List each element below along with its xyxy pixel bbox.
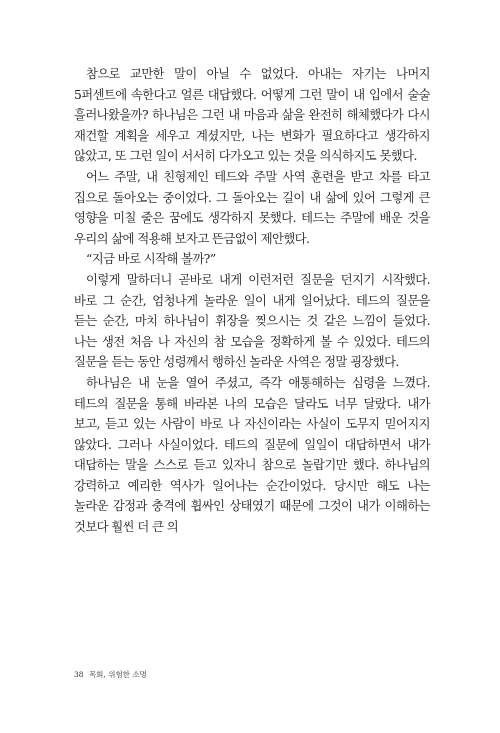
paragraph-1: 참으로 교만한 말이 아닐 수 없었다. 아내는 자기는 나머지 5퍼센트에 속한다고 얼른 대답했다. 어떻게 그런 말이 내 입에서 술술 흘러나왔을까? 하나님은 그런 내 마음과 삶을 완전히 해체했다가 다시 재건할 계획을 세우고 계셨지만, 나는 변화가 필요하다고 생각하지 않았고, 또 그런 일이 서서히 다가오고 있는 것을 의식하지도 못했다.: [74, 67, 430, 164]
paragraph-3-quote: “지금 바로 시작해 볼까?”: [86, 252, 216, 267]
paragraph-2: 어느 주말, 내 친형제인 테드와 주말 사역 훈련을 받고 차를 타고 집으로 돌아오는 중이었다. 그 돌아오는 길이 내 삶에 있어 그렇게 큰 영향을 미칠 줄은 꿈에도 생각하지 못했다. 테드는 주말에 배운 것을 우리의 삶에 적용해 보자고 뜬금없이 제안했다.: [74, 169, 430, 246]
running-title: 목회, 위험한 소명: [88, 670, 147, 679]
body-text: [74, 64, 430, 538]
paragraph-4: 이렇게 말하더니 곧바로 내게 이런저런 질문을 던지기 시작했다. 바로 그 순간, 엄청나게 놀라운 일이 내게 일어났다. 테드의 질문을 듣는 순간, 마치 하나님이 휘장을 찢으시는 것 같은 느낌이 들었다. 나는 생전 처음 나 자신의 참 모습을 정확하게 볼 수 있었다. 테드의 질문을 듣는 동안 성령께서 행하신 놀라운 사역은 정말 굉장했다.: [74, 272, 430, 370]
page-number: 38: [74, 670, 84, 679]
page-footer: [74, 669, 147, 680]
paragraph-5: 하나님은 내 눈을 열어 주셨고, 즉각 애통해하는 심령을 느꼈다. 테드의 질문을 통해 바라본 나의 모습은 달라도 너무 달랐다. 내가 보고, 듣고 있는 사람이 바로 나 자신이라는 사실이 도무지 믿어지지 않았다. 그러나 사실이었다. 테드의 질문에 일일이 대답하면서 내가 대답하는 말을 스스로 듣고 있자니 참으로 놀랍기만 했다. 하나님의 강력하고 예리한 역사가 일어나는 순간이었다. 당시만 해도 나는 놀라운 감정과 충격에 휩싸인 상태였기 때문에 그것이 내가 이해하는 것보다 훨씬 더 큰 의: [74, 375, 430, 535]
